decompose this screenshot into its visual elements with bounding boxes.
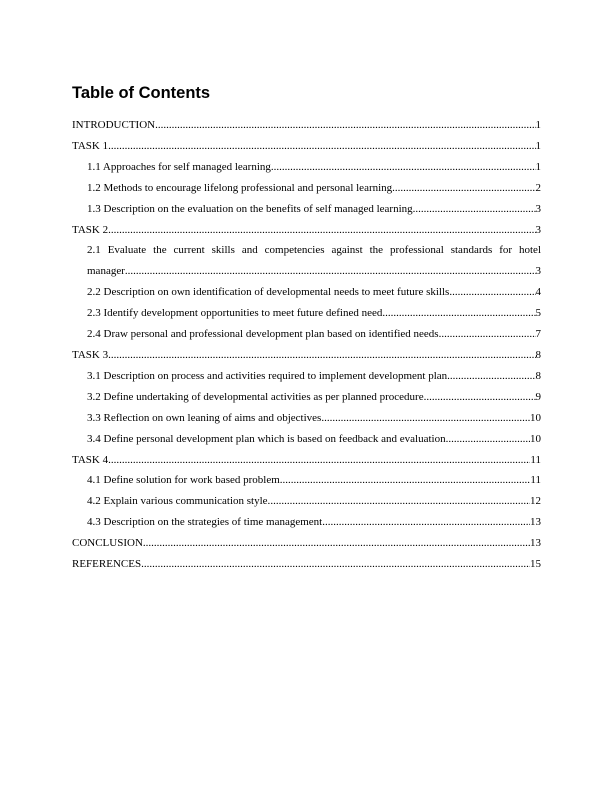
toc-entry[interactable] [72,512,541,533]
toc-entry[interactable] [72,533,541,554]
toc-entry-label: 3.2 Define undertaking of developmental activities as per planned procedure [87,390,424,403]
toc-entry-label: 1.3 Description on the evaluation on the benefits of self managed learning [87,202,413,215]
toc-entry[interactable] [72,470,541,491]
toc-entry-label: TASK 2 [72,223,109,236]
toc-entry-label: 2.2 Description on own identification of developmental needs to meet future skills [87,286,450,299]
dot-leader [439,324,536,345]
toc-entry-page-number: 8 [535,369,541,382]
toc-entry-label: 4.2 Explain various communication style. [87,495,271,508]
toc-entry[interactable] [72,554,541,575]
toc-entry-label: TASK 3 [72,348,109,361]
toc-entry[interactable] [72,345,541,366]
toc-entry-label: 3.1 Description on process and activities required to implement development plan [87,369,448,382]
toc-entry-page-number: 9 [535,390,541,403]
toc-entry[interactable] [72,115,541,136]
toc-entry-label: 3.3 Reflection on own leaning of aims and objectives [87,411,322,424]
toc-entry-page-number: 7 [535,328,541,341]
toc-title: Table of Contents [72,84,211,102]
toc-entry-page-number: 11 [530,453,541,466]
toc-entry[interactable] [72,220,541,241]
toc-list [72,115,541,575]
toc-entry-page-number: 10 [530,411,541,424]
toc-entry[interactable] [72,178,541,199]
toc-entry-page-number: 3 [535,202,541,215]
dot-leader [271,157,536,178]
toc-entry-page-number: 2 [535,181,541,194]
toc-entry-page-number: 5 [535,307,541,320]
dot-leader [141,554,530,575]
toc-entry-label: REFERENCES [72,558,142,571]
toc-entry[interactable] [72,157,541,178]
dot-leader [321,408,530,429]
toc-entry-label: 1.2 Methods to encourage lifelong professional and personal learning [87,181,393,194]
toc-entry[interactable] [72,366,541,387]
toc-entry[interactable] [72,408,541,429]
dot-leader [108,450,530,471]
dot-leader [325,512,530,533]
toc-entry[interactable] [72,450,541,471]
toc-entry-label: CONCLUSION [72,537,143,550]
dot-leader [424,387,536,408]
toc-entry-label-line1: 2.1 Evaluate the current skills and competencies against the professional standards for hotel [87,244,541,257]
toc-entry[interactable] [72,240,541,282]
toc-entry[interactable] [72,199,541,220]
toc-entry[interactable] [72,303,541,324]
toc-entry-label: 2.4 Draw personal and professional development plan based on identified needs [87,328,439,341]
toc-entry-page-number: 11 [530,474,541,487]
toc-entry-label: 2.3 Identify development opportunities to meet future defined need [87,307,383,320]
toc-entry-label: 4.3 Description on the strategies of time management. [87,516,325,529]
dot-leader [382,303,535,324]
toc-entry-label: INTRODUCTION [72,119,156,131]
toc-entry[interactable] [72,282,541,303]
toc-entry-page-number: 8 [535,348,541,361]
toc-entry-label: TASK 4 [72,453,109,466]
dot-leader [270,491,530,512]
toc-entry-page-number: 10 [530,432,541,445]
toc-entry[interactable] [72,429,541,450]
toc-entry-page-number: 15 [530,558,541,571]
toc-entry-page-number: 1 [535,119,541,131]
dot-leader [447,366,535,387]
toc-entry-page-number: 12 [530,495,541,508]
toc-entry-page-number: 1 [535,160,541,173]
toc-entry[interactable] [72,324,541,345]
dot-leader [108,345,535,366]
toc-entry-label: manager [87,265,125,278]
toc-entry[interactable] [72,491,541,512]
toc-entry-page-number: 13 [530,537,541,550]
toc-entry-label: TASK 1 [72,139,109,152]
toc-entry-page-number: 3 [535,265,541,278]
dot-leader [108,220,535,241]
toc-entry-page-number: 1 [535,139,541,152]
dot-leader [449,282,535,303]
toc-entry-page-number: 13 [530,516,541,529]
toc-entry-page-number: 3 [535,223,541,236]
dot-leader [125,261,536,282]
toc-entry[interactable] [72,136,541,157]
toc-entry-label: 3.4 Define personal development plan which is based on feedback and evaluation. [87,432,449,445]
dot-leader [413,199,536,220]
toc-entry-label: 4.1 Define solution for work based problem [87,474,280,487]
toc-entry-label: 1.1 Approaches for self managed learning [87,160,271,173]
dot-leader [143,533,530,554]
dot-leader [155,115,535,136]
dot-leader [392,178,535,199]
dot-leader [448,429,530,450]
dot-leader [280,470,531,491]
toc-entry-page-number: 4 [535,286,541,299]
dot-leader [108,136,535,157]
toc-entry[interactable] [72,387,541,408]
